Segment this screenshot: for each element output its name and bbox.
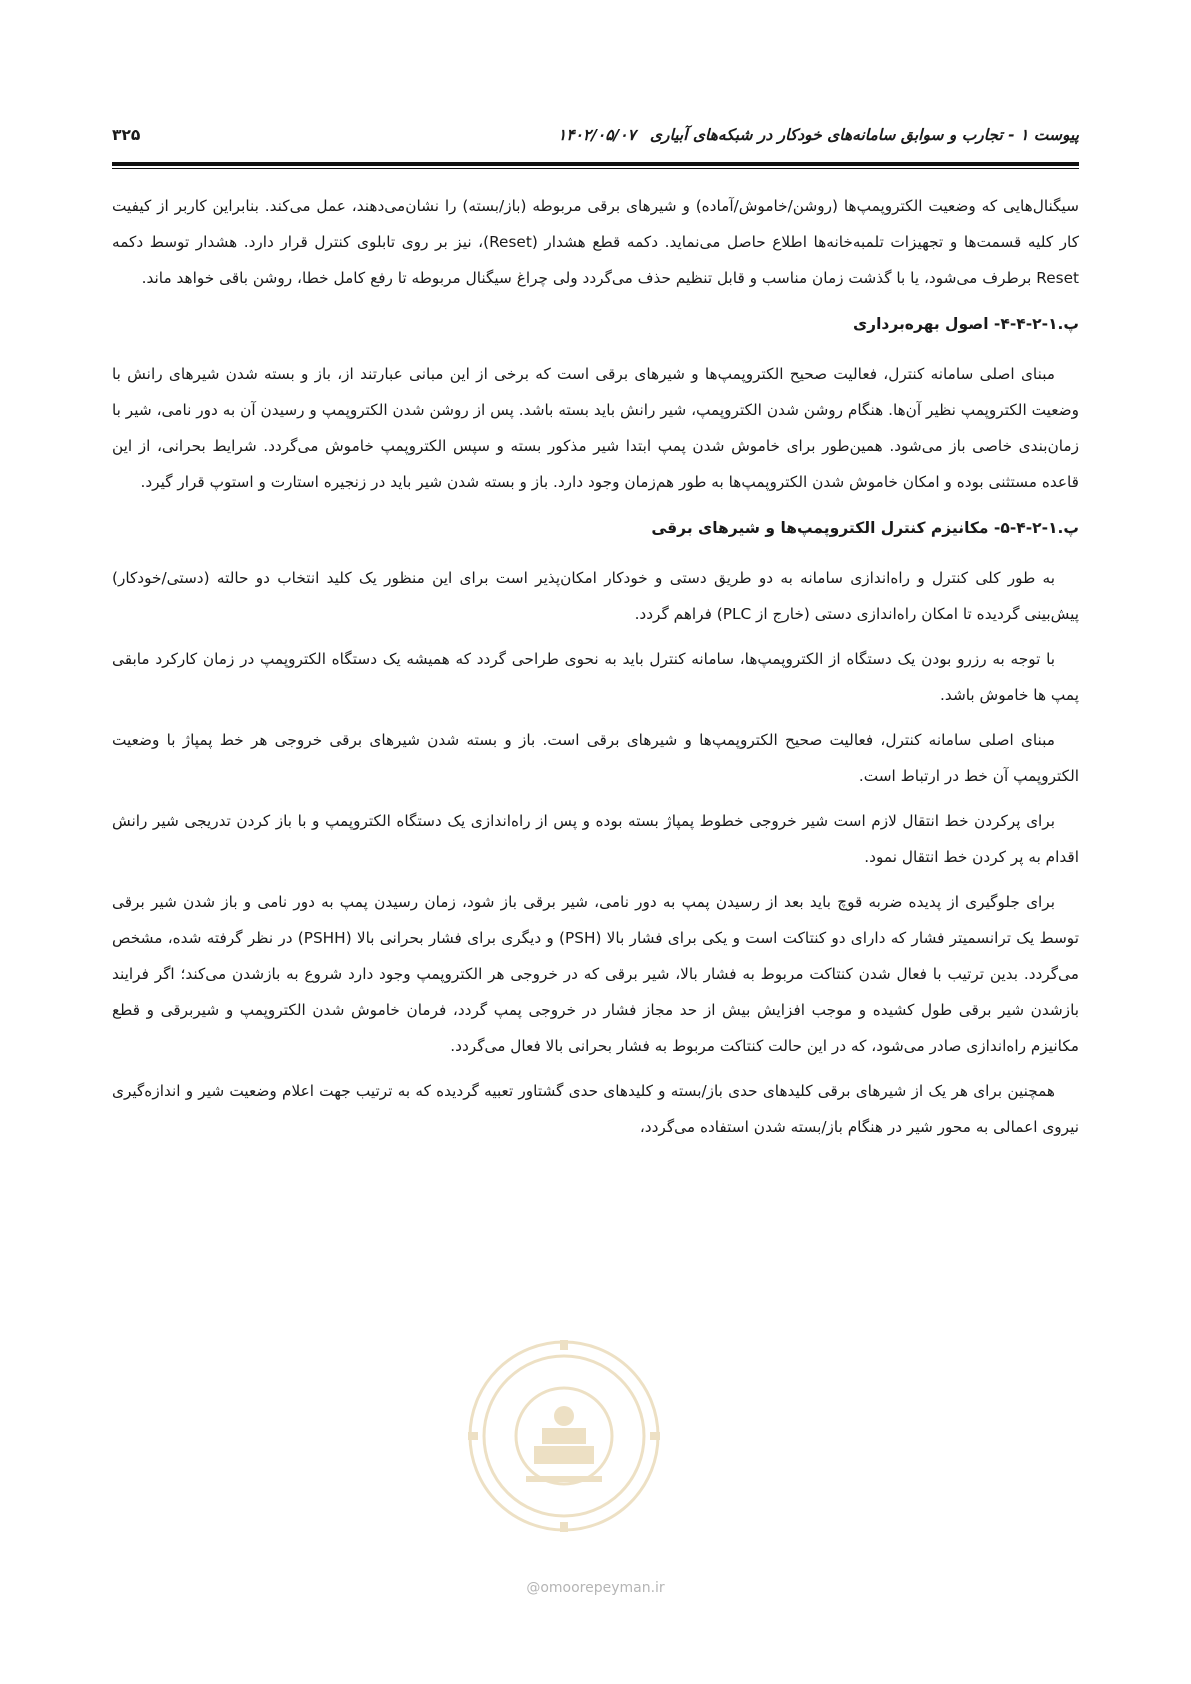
control-mechanism-paragraph-6: همچنین برای هر یک از شیرهای برقی کلیدهای حدی باز/بسته و کلیدهای حدی گشتاور تعبیه گردیده که به ترتیب جهت اعلام وضعیت شیر و اندازه‌گیری نیروی اعمالی به محور شیر در هنگام باز/بسته شدن استفاده می‌گردد، — [112, 1082, 1079, 1136]
control-mechanism-paragraph-4: برای پرکردن خط انتقال لازم است شیر خروجی خطوط پمپاژ بسته بوده و پس از راه‌اندازی یک دستگاه الکتروپمپ و با باز کردن تدریجی شیر رانش اقدام به پر کردن خط انتقال نمود. — [112, 812, 1079, 866]
header-rule-thin — [112, 168, 1079, 169]
header-date: ۱۴۰۲/۰۵/۰۷ — [557, 126, 636, 144]
watermark-text: @omoorepeyman.ir — [526, 1580, 665, 1596]
header-title-text: پیوست ۱ - تجارب و سوابق سامانه‌های خودکار در شبکه‌های آبیاری — [649, 126, 1079, 144]
running-header — [112, 126, 1079, 156]
page-number: ۳۲۵ — [112, 126, 141, 144]
intro-paragraph: سیگنال‌هایی که وضعیت الکتروپمپ‌ها (روشن/خاموش/آماده) و شیرهای برقی مربوطه (باز/بسته) را نشان‌می‌دهند، عمل می‌کند. بنابراین کاربر از کیفیت کار کلیه قسمت‌ها و تجهیزات تلمبه‌خانه‌ها اطلاع حاصل می‌نماید. دکمه قطع هشدار (Reset)، نیز بر روی تابلوی کنترل قرار دارد. هشدار توسط دکمه Reset برطرف می‌شود، یا با گذشت زمان مناسب و قابل تنظیم حذف می‌گردد ولی چراغ سیگنال مربوطه تا رفع کامل خطا، روشن باقی خواهد ماند. — [112, 197, 1080, 287]
operation-principles-paragraph: مبنای اصلی سامانه کنترل، فعالیت صحیح الکتروپمپ‌ها و شیرهای برقی است که برخی از این مبانی عبارتند از، باز و بسته شدن شیرهای رانش با وضعیت الکتروپمپ نظیر آن‌ها. هنگام روشن شدن الکتروپمپ، شیر رانش باید بسته باشد. پس از روشن شدن الکتروپمپ و رسیدن آن به دور نامی، شیر با زمان‌بندی خاصی باز می‌شود. همین‌طور برای خاموش شدن پمپ ابتدا شیر مذکور بسته و سپس الکتروپمپ خاموش می‌گردد. شرایط بحرانی، از این قاعده مستثنی بوده و امکان خاموش شدن الکتروپمپ‌ها به طور هم‌زمان وجود دارد. باز و بسته شدن شیر باید در زنجیره استارت و استوپ قرار گیرد. — [112, 365, 1079, 491]
header-rule-thick — [112, 162, 1079, 166]
control-mechanism-paragraph-5: برای جلوگیری از پدیده ضربه قوچ باید بعد از رسیدن پمپ به دور نامی، شیر برقی باز شود، زمان رسیدن پمپ به دور نامی و باز شدن شیر برقی توسط یک ترانسمیتر فشار که دارای دو کنتاکت است و یکی برای فشار بالا (PSH) و دیگری برای فشار بحرانی بالا (PSHH) در نظر گرفته شده، مشخص می‌گردد. بدین ترتیب با فعال شدن کنتاکت مربوط به فشار بالا، شیر برقی که در خروجی هر الکتروپمپ وجود دارد شروع به بازشدن می‌کند؛ اگر فرایند بازشدن شیر برقی طول کشیده و موجب افزایش بیش از حد مجاز فشار در خروجی پمپ گردد، فرمان خاموش شدن الکتروپمپ و شیربرقی و قطع مکانیزم راه‌اندازی صادر می‌شود، که در این حالت کنتاکت مربوط به فشار بحرانی بالا فعال می‌گردد. — [112, 893, 1079, 1055]
watermark-seal-icon — [464, 1336, 664, 1536]
section-heading-control-mechanism: پ.۱-۲-۴-۵- مکانیزم کنترل الکتروپمپ‌ها و شیرهای برقی — [651, 519, 1079, 537]
control-mechanism-paragraph-3: مبنای اصلی سامانه کنترل، فعالیت صحیح الکتروپمپ‌ها و شیرهای برقی است. باز و بسته شدن شیرهای برقی خروجی هر خط پمپاژ با وضعیت الکتروپمپ آن خط در ارتباط است. — [112, 731, 1079, 785]
header-title — [558, 126, 1079, 144]
control-mechanism-paragraph-1: به طور کلی کنترل و راه‌اندازی سامانه به دو طریق دستی و خودکار امکان‌پذیر است برای این منظور یک کلید انتخاب دو حالته (دستی/خودکار) پیش‌بینی گردیده تا امکان راه‌اندازی دستی (خارج از PLC) فراهم گردد. — [112, 569, 1079, 623]
body-content — [112, 188, 1079, 1154]
control-mechanism-paragraph-2: با توجه به رزرو بودن یک دستگاه از الکتروپمپ‌ها، سامانه کنترل باید به نحوی طراحی گردد که همیشه یک دستگاه الکتروپمپ در زمان کارکرد مابقی پمپ ها خاموش باشد. — [112, 650, 1079, 704]
section-heading-operation-principles: پ.۱-۲-۴-۴- اصول بهره‌برداری — [852, 315, 1079, 333]
